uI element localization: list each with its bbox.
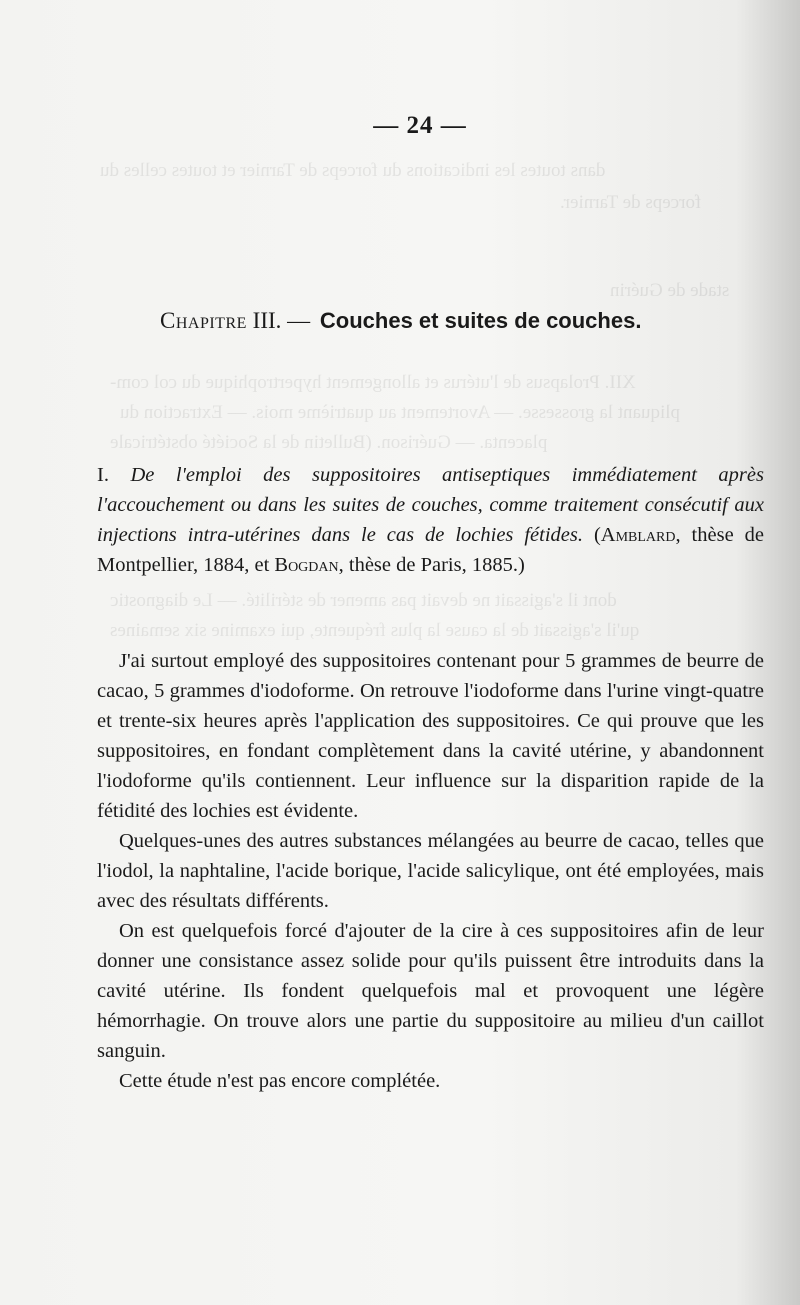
entry-ref-text: , thèse de Paris, 1885.) [338,554,525,576]
bleed-through-text: XII. Prolapsus de l'utérus et allongement hypertrophique du col com- [110,372,636,393]
entry-ref-open: ( [593,524,601,546]
bleed-through-text: dans toutes les indications du forceps de Tarnier et toutes celles du [100,160,606,181]
paragraph: Quelques-unes des autres substances mélangées au beurre de cacao, telles que l'iodol, la naphtaline, l'acide borique, l'acide salicylique, ont été employées, mais avec des résultats différents. [97,830,764,912]
entry-title: De l'emploi des suppositoires antiseptiques immédiatement après l'accouchement ou dans les suites de couches, comme traitement consécutif aux injections intra-utérines dans le cas de lochies fétides. [97,464,764,546]
chapter-numeral: III. [252,308,282,333]
chapter-title: Couches et suites de couches. [319,308,642,333]
chapter-heading [160,308,641,334]
bleed-through-text: placenta. — Guérison. (Bulletin de la Société obstétricale [110,432,548,453]
chapter-label: Chapitre [160,308,247,333]
chapter-dash: — [287,308,311,333]
entry-author: Bogdan [274,554,339,576]
bleed-through-text: forceps de Tarnier. [560,192,702,213]
entry-number: I. [97,464,109,486]
paragraph: Cette étude n'est pas encore complétée. [119,1070,441,1092]
entry-ref-text: , thèse de Montpellier, 1884, et [97,524,764,576]
bleed-through-text: stade de Guérin [610,280,730,301]
bleed-through-text: dont il s'agissait ne devait pas amener de stérilité. — Le diagnostic [110,590,617,611]
bleed-through-text: qu'il s'agissait de la cause la plus fréquente, qui examine six semaines [110,620,640,641]
paragraph: On est quelquefois forcé d'ajouter de la cire à ces suppositoires afin de leur donner une consistance assez solide pour qu'ils puissent être introduits dans la cavité utérine. Ils fondent quelquefois mal et provoquent une légère hémorrhagie. On trouve alors une partie du suppositoire au milieu d'un caillot sanguin. [97,920,764,1062]
bibliographic-entry [97,460,764,580]
entry-author: Amblard [600,524,676,546]
paragraph: J'ai surtout employé des suppositoires contenant pour 5 grammes de beurre de cacao, 5 grammes d'iodoforme. On retrouve l'iodoforme dans l'urine vingt-quatre et trente-six heures après l'application des suppositoires. Ce qui prouve que les suppositoires, en fondant complètement dans la cavité utérine, y abandonnent l'iodoforme qu'ils contiennent. Leur influence sur la disparition rapide de la fétidité des lochies est évidente. [97,650,764,822]
bleed-through-text: pliquant la grossesse. — Avortement au quatrième mois. — Extraction du [120,402,681,423]
page-number: — 24 — [373,112,467,139]
body-text [97,646,764,1096]
